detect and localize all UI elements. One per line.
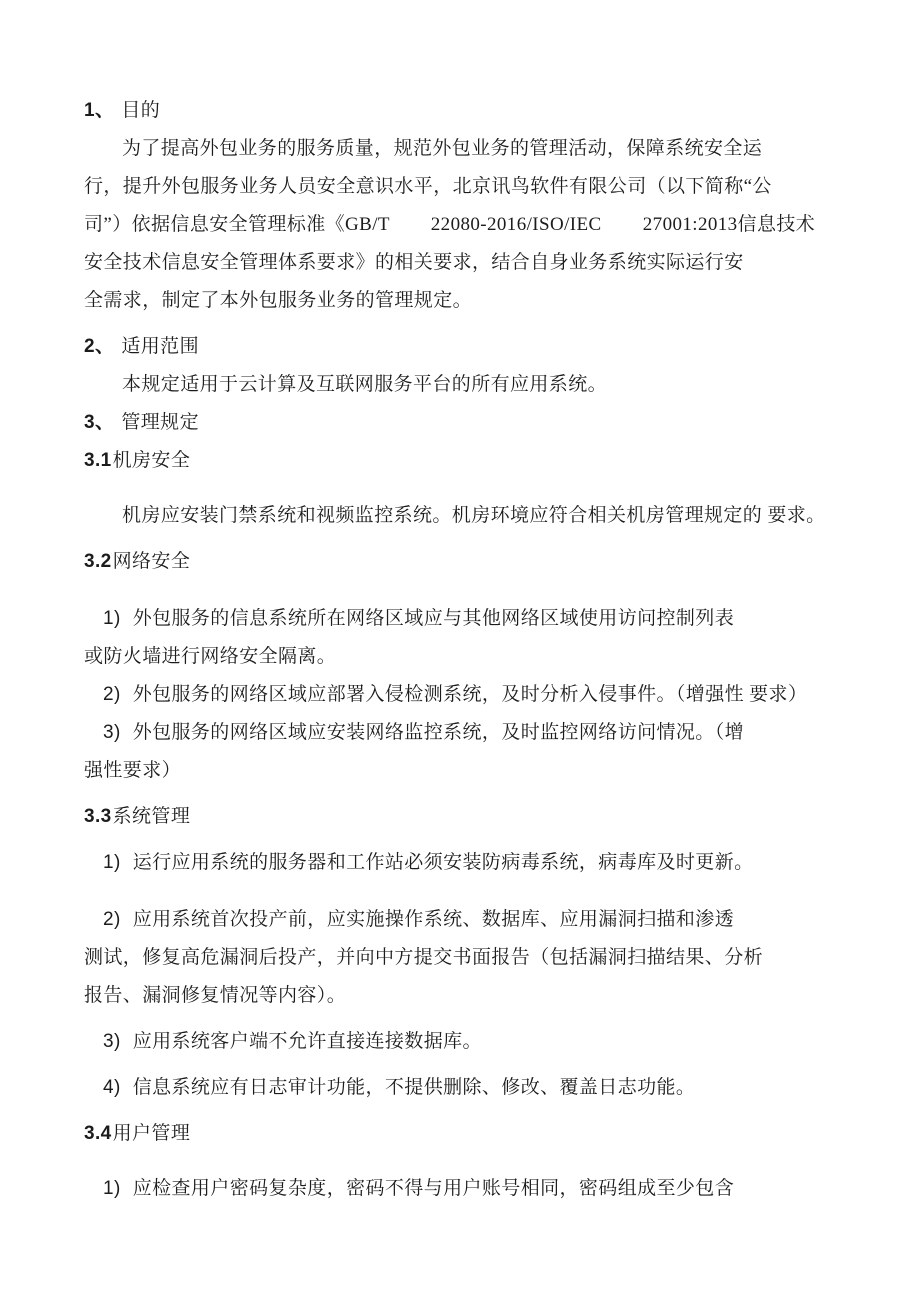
- list-item: [84, 1023, 850, 1061]
- list-item-number: 2): [103, 684, 121, 705]
- list-item: [84, 1069, 850, 1107]
- list-item-number: 3): [103, 1031, 121, 1052]
- paragraph-line: [84, 130, 850, 168]
- heading-text: 机房安全: [112, 450, 191, 471]
- list-item-text: 应检查用户密码复杂度，密码不得与用户账号相同，密码组成至少包含: [132, 1178, 735, 1199]
- heading-server-room-security: [84, 442, 850, 480]
- paragraph-line: [84, 244, 850, 282]
- list-item-text: 应用系统客户端不允许直接连接数据库。: [132, 1031, 482, 1052]
- list-item-text: 信息系统应有日志审计功能，不提供删除、修改、覆盖日志功能。: [132, 1077, 696, 1098]
- paragraph-line: [84, 206, 850, 244]
- paragraph-text: 安全技术信息安全管理体系要求》的相关要求，结合自身业务系统实际运行安: [84, 252, 744, 273]
- list-item-number: 3): [103, 722, 121, 743]
- list-item-number: 4): [103, 1077, 121, 1098]
- paragraph-text: 为了提高外包业务的服务质量，规范外包业务的管理活动，保障系统安全运: [122, 138, 763, 159]
- heading-number: 3.2: [84, 551, 112, 572]
- heading-scope: [84, 328, 850, 366]
- heading-text: 网络安全: [112, 551, 191, 572]
- list-item-text: 外包服务的信息系统所在网络区域应与其他网络区域使用访问控制列表: [132, 608, 735, 629]
- paragraph-text: 强性要求）: [84, 760, 182, 781]
- heading-number: 2、: [84, 336, 115, 357]
- paragraph-line: [84, 638, 850, 676]
- paragraph-text: 机房应安装门禁系统和视频监控系统。机房环境应符合相关机房管理规定的 要求。: [122, 505, 826, 526]
- heading-purpose: [84, 92, 850, 130]
- paragraph-line: [84, 497, 850, 535]
- heading-number: 1、: [84, 100, 115, 121]
- list-item-number: 2): [103, 909, 121, 930]
- paragraph-line: [84, 168, 850, 206]
- list-item-text: 外包服务的网络区域应部署入侵检测系统，及时分析入侵事件。（增强性 要求）: [132, 684, 808, 705]
- paragraph-text: 行，提升外包服务业务人员安全意识水平，北京讯鸟软件有限公司（以下简称“公: [84, 176, 772, 197]
- list-item-text: 应用系统首次投产前，应实施操作系统、数据库、应用漏洞扫描和渗透: [132, 909, 735, 930]
- paragraph-line: [84, 939, 850, 977]
- paragraph-text: 报告、漏洞修复情况等内容）。: [84, 985, 347, 1006]
- heading-text: 用户管理: [112, 1123, 191, 1144]
- paragraph-text: 测试，修复高危漏洞后投产，并向中方提交书面报告（包括漏洞扫描结果、分析: [84, 947, 764, 968]
- paragraph-line: [84, 282, 850, 320]
- heading-system-management: [84, 798, 850, 836]
- list-item-number: 1): [103, 608, 121, 629]
- list-item-number: 1): [103, 1178, 121, 1199]
- list-item-text: 运行应用系统的服务器和工作站必须安装防病毒系统，病毒库及时更新。: [132, 852, 754, 873]
- heading-regulations: [84, 404, 850, 442]
- heading-text: 系统管理: [112, 806, 191, 827]
- list-item-number: 1): [103, 852, 121, 873]
- heading-number: 3.3: [84, 806, 112, 827]
- heading-user-management: [84, 1115, 850, 1153]
- paragraph-line: [84, 752, 850, 790]
- list-item-text: 外包服务的网络区域应安装网络监控系统，及时监控网络访问情况。（增: [132, 722, 745, 743]
- paragraph-line: [84, 977, 850, 1015]
- paragraph-line: [84, 366, 850, 404]
- paragraph-text: 全需求，制定了本外包服务业务的管理规定。: [84, 290, 473, 311]
- list-item: [84, 600, 850, 638]
- list-item: [84, 901, 850, 939]
- paragraph-text: 司”）依据信息安全管理标准《GB/T 22080-2016/ISO/IEC 27001:2013信息技术: [84, 214, 816, 235]
- list-item: [84, 844, 850, 882]
- paragraph-text: 或防火墙进行网络安全隔离。: [84, 646, 337, 667]
- heading-text: 适用范围: [121, 336, 199, 357]
- heading-network-security: [84, 543, 850, 581]
- heading-number: 3.1: [84, 450, 112, 471]
- heading-number: 3、: [84, 412, 115, 433]
- list-item: [84, 676, 850, 714]
- list-item: [84, 1170, 850, 1208]
- list-item: [84, 714, 850, 752]
- paragraph-text: 本规定适用于云计算及互联网服务平台的所有应用系统。: [122, 374, 608, 395]
- heading-text: 目的: [121, 100, 161, 121]
- heading-text: 管理规定: [121, 412, 199, 433]
- heading-number: 3.4: [84, 1123, 112, 1144]
